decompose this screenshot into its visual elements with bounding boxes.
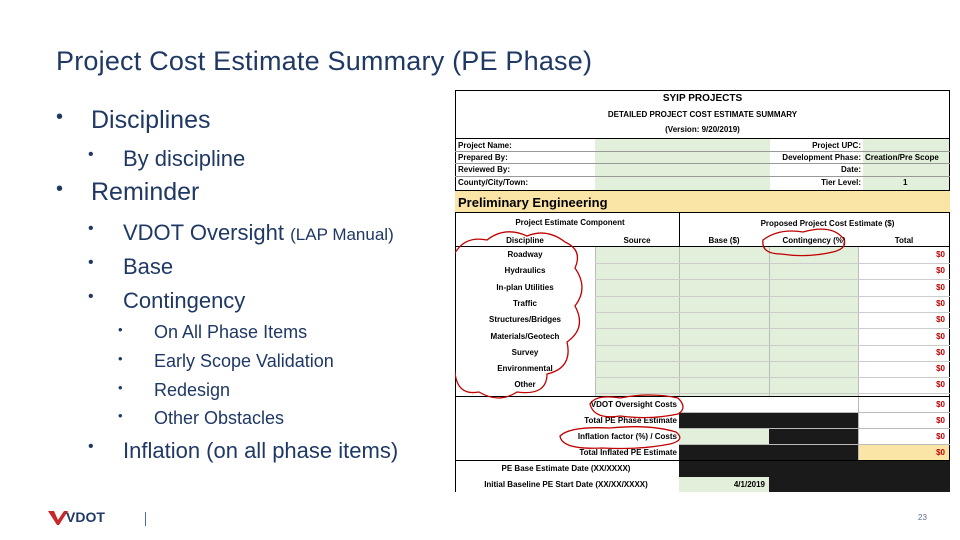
discipline-row-label: Materials/Geotech (490, 331, 560, 341)
svg-text:VDOT: VDOT (66, 509, 105, 525)
discipline-row-label: Environmental (497, 364, 553, 374)
discipline-row-total: $0 (936, 315, 945, 325)
discipline-row-label: In-plan Utilities (496, 282, 554, 292)
discipline-row-label: Roadway (507, 250, 543, 259)
discipline-row-label: Traffic (512, 298, 537, 308)
page-number: 23 (918, 513, 927, 522)
sheet-subtitle: DETAILED PROJECT COST ESTIMATE SUMMARY (607, 110, 798, 119)
discipline-row-label: Survey (511, 347, 539, 357)
discipline-row-total: $0 (936, 364, 945, 374)
discipline-row-total: $0 (936, 347, 945, 357)
discipline-row-label: Structures/Bridges (488, 315, 562, 325)
footer-separator (145, 512, 146, 526)
discipline-row-label: Hydraulics (504, 266, 546, 276)
discipline-row-total: $0 (936, 282, 945, 292)
discipline-row-total: $0 (936, 331, 945, 341)
discipline-row-total: $0 (936, 380, 945, 390)
cost-estimate-sheet-image: SYIP PROJECTS DETAILED PROJECT COST ESTIMATE SUMMARY (Version: 9/20/2019) Project Name: Prepared By: Reviewed By: County/City/Town: Project UPC: Development Phase: Date: Tier Level: Creation/Pre Scope 1 Preliminary Engineering Project Estimate Component Proposed Project Cost Estimate ($) Discipline Source Base ($) Contingency (%) Total Roadway $0 Hydraulics $0 In-plan Utilities $0 Traffic $0 Structures/Bridges $0 Materials/Geotech $0 Survey $0 Environmental $0 Other $0 VDOT Oversight Costs Total PE Phase Estimate Inflation factor (%) / Costs Total Inflated PE Estimate $0 $0 $0 $0 PE Base Estimate Date (XX/XXXX) Initial Baseline PE Start Date (XX/XX/XXXX) 4/1/2019 (455, 90, 950, 492)
sheet-section-title: Preliminary Engineering (458, 195, 608, 210)
sheet-version: (Version: 9/20/2019) (665, 125, 740, 134)
slide-title: Project Cost Estimate Summary (PE Phase) (56, 46, 593, 76)
discipline-row-total: $0 (936, 298, 945, 308)
discipline-row-total: $0 (936, 266, 945, 276)
vdot-logo (48, 508, 120, 531)
annotation-clouds (455, 90, 950, 492)
discipline-row-label: Other (514, 380, 536, 390)
sheet-title: SYIP PROJECTS (662, 93, 743, 104)
discipline-row-total: $0 (936, 250, 945, 259)
